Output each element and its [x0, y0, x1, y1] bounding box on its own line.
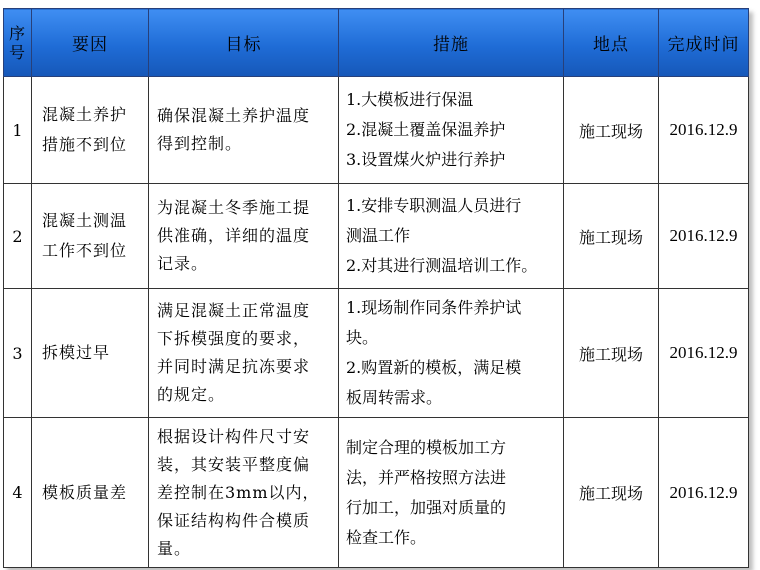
row-location: 施工现场 — [564, 418, 659, 568]
row-goal: 满足混凝土正常温度 下拆模强度的要求， 并同时满足抗冻要求 的规定。 — [149, 289, 339, 418]
row-date: 2016.12.9 — [659, 77, 749, 184]
row-measures: 1.安排专职测温人员进行 测温工作 2.对其进行测温培训工作。 — [339, 184, 564, 289]
row-cause: 混凝土测温 工作不到位 — [32, 184, 149, 289]
header-completion: 完成时间 — [659, 9, 749, 77]
row-seq: 4 — [4, 418, 32, 568]
row-cause: 模板质量差 — [32, 418, 149, 568]
table-row — [4, 77, 749, 184]
header-row — [4, 9, 749, 77]
header-goal: 目标 — [149, 9, 339, 77]
row-cause: 拆模过早 — [32, 289, 149, 418]
row-date: 2016.12.9 — [659, 289, 749, 418]
row-goal: 根据设计构件尺寸安 装，其安装平整度偏 差控制在3mm以内， 保证结构构件合模质 量。 — [149, 418, 339, 568]
row-seq: 3 — [4, 289, 32, 418]
row-goal: 确保混凝土养护温度 得到控制。 — [149, 77, 339, 184]
table-row — [4, 184, 749, 289]
row-seq: 2 — [4, 184, 32, 289]
row-location: 施工现场 — [564, 289, 659, 418]
table-row — [4, 289, 749, 418]
header-measures: 措施 — [339, 9, 564, 77]
table-row — [4, 418, 749, 568]
header-seq: 序 号 — [4, 9, 32, 77]
countermeasure-table — [3, 8, 749, 568]
row-date: 2016.12.9 — [659, 184, 749, 289]
row-measures: 制定合理的模板加工方 法，并严格按照方法进 行加工，加强对质量的 检查工作。 — [339, 418, 564, 568]
row-measures: 1.现场制作同条件养护试 块。 2.购置新的模板，满足模 板周转需求。 — [339, 289, 564, 418]
row-cause: 混凝土养护 措施不到位 — [32, 77, 149, 184]
row-location: 施工现场 — [564, 77, 659, 184]
row-goal: 为混凝土冬季施工提 供准确，详细的温度 记录。 — [149, 184, 339, 289]
row-date: 2016.12.9 — [659, 418, 749, 568]
row-measures: 1.大模板进行保温 2.混凝土覆盖保温养护 3.设置煤火炉进行养护 — [339, 77, 564, 184]
header-cause: 要因 — [32, 9, 149, 77]
row-seq: 1 — [4, 77, 32, 184]
row-location: 施工现场 — [564, 184, 659, 289]
header-location: 地点 — [564, 9, 659, 77]
